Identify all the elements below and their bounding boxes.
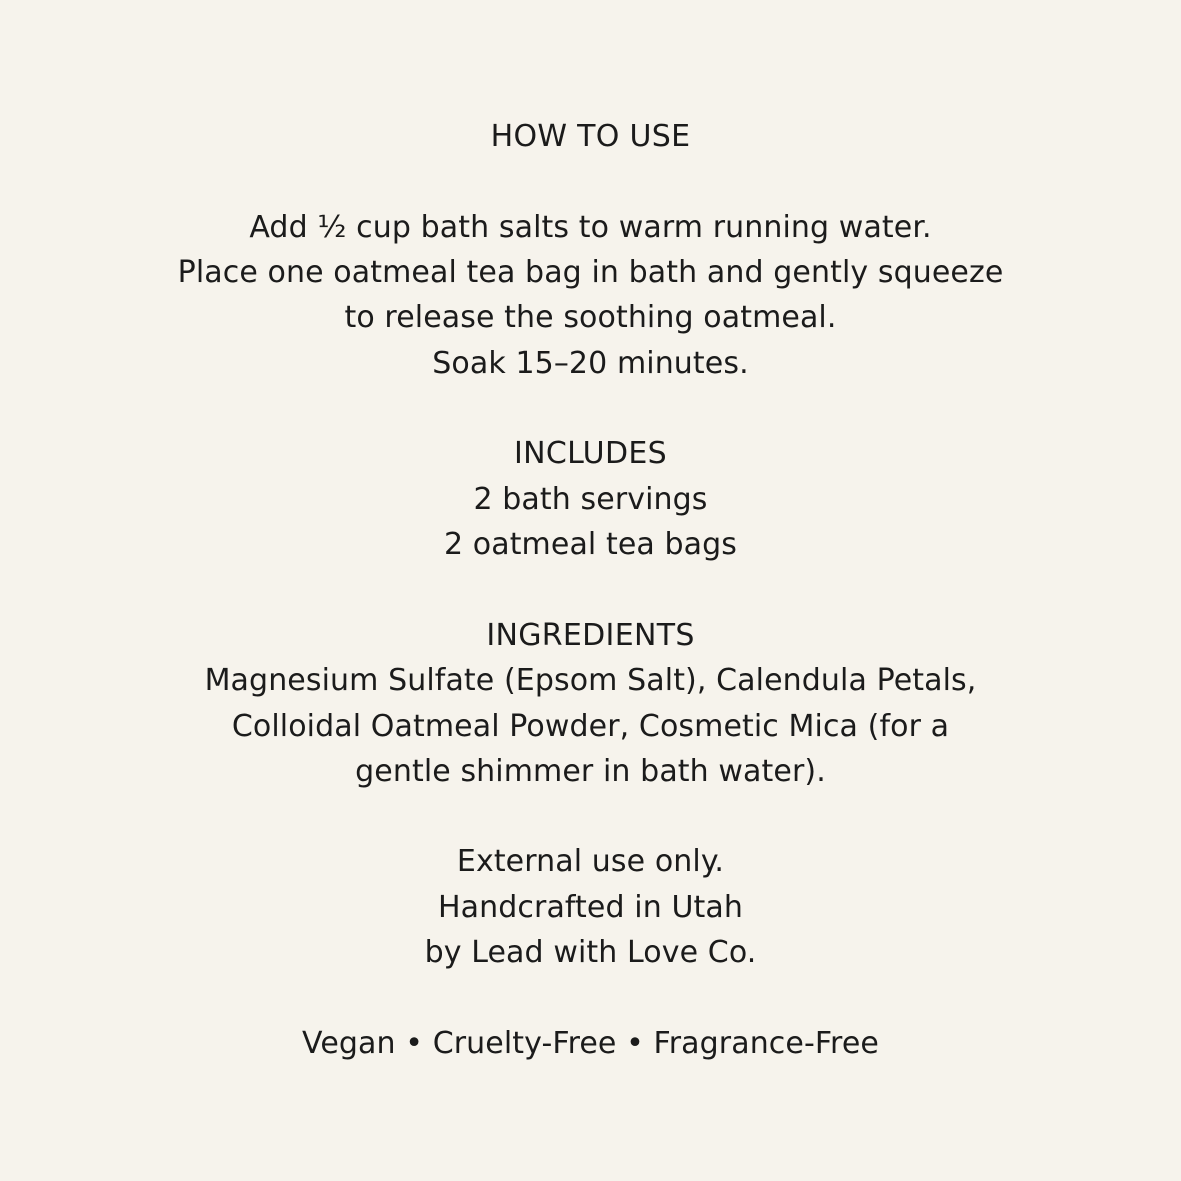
ingredients-line-2: Colloidal Oatmeal Powder, Cosmetic Mica (for a	[231, 709, 950, 744]
how-to-use-heading: HOW TO USE	[490, 119, 691, 154]
product-badges-line: Vegan • Cruelty-Free • Fragrance-Free	[302, 1026, 879, 1061]
ingredients-heading: INGREDIENTS	[486, 618, 695, 653]
ingredients-line-3: gentle shimmer in bath water).	[355, 754, 826, 789]
ingredients-line-1: Magnesium Sulfate (Epsom Salt), Calendula Petals,	[204, 663, 977, 698]
maker-note: by Lead with Love Co.	[424, 935, 757, 970]
how-to-use-line-3: to release the soothing oatmeal.	[344, 300, 837, 335]
how-to-use-line-4: Soak 15–20 minutes.	[432, 346, 749, 381]
external-use-note: External use only.	[456, 844, 725, 879]
handcrafted-note: Handcrafted in Utah	[438, 890, 743, 925]
how-to-use-line-1: Add ½ cup bath salts to warm running water.	[249, 210, 932, 245]
how-to-use-line-2: Place one oatmeal tea bag in bath and gently squeeze	[177, 255, 1004, 290]
includes-heading: INCLUDES	[514, 436, 667, 471]
includes-line-1: 2 bath servings	[473, 482, 708, 517]
includes-line-2: 2 oatmeal tea bags	[443, 527, 738, 562]
